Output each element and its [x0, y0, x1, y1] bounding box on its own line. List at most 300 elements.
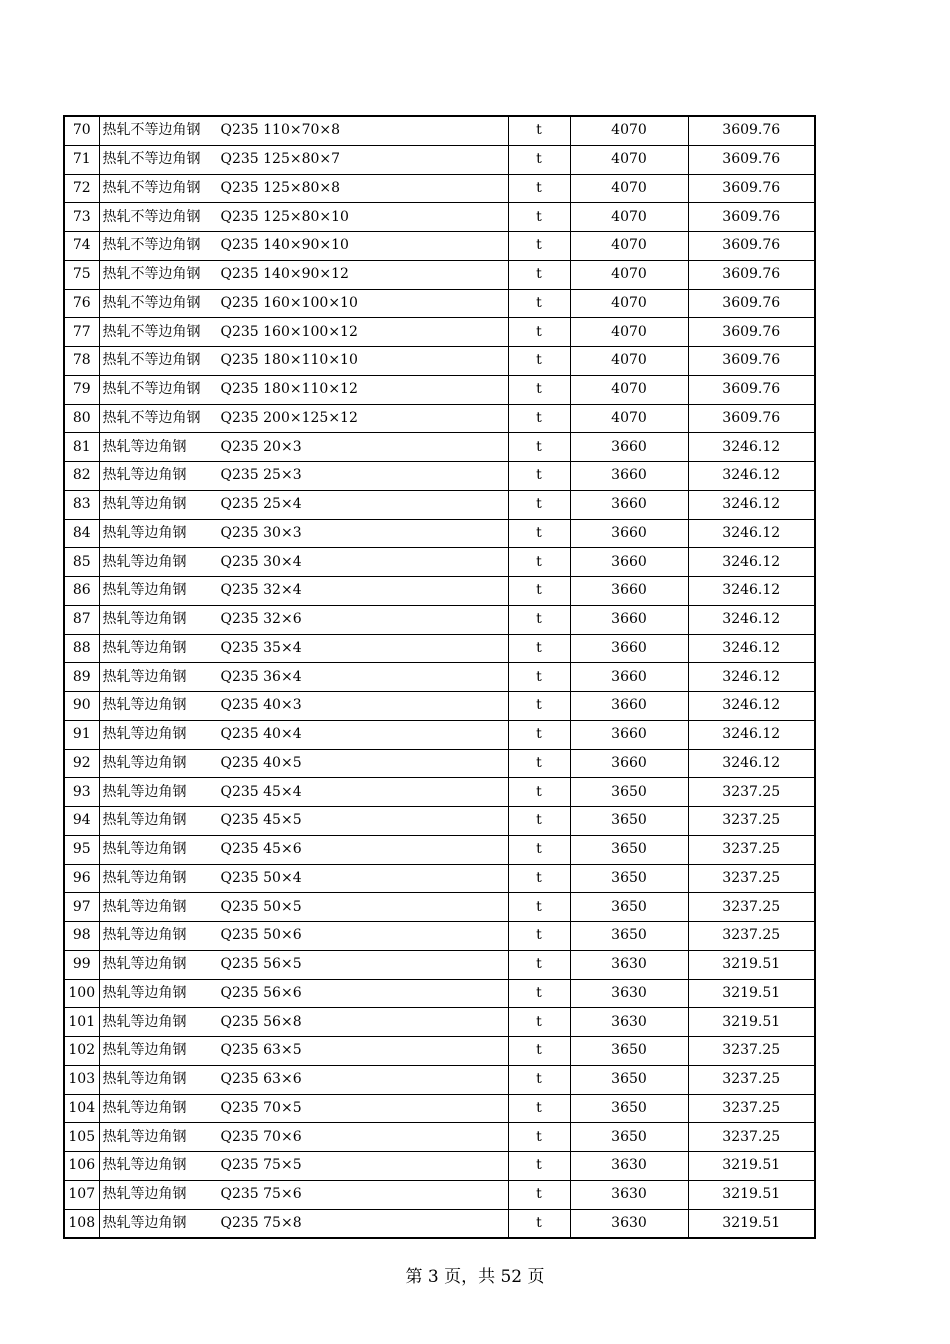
unit-cell: t	[508, 634, 570, 663]
item-name-cell	[99, 605, 508, 634]
row-number-cell: 108	[64, 1209, 99, 1238]
item-spec: Q235 75×6	[220, 1186, 302, 1203]
table-row	[64, 663, 815, 692]
item-name: 热轧等边角钢	[102, 1099, 187, 1116]
item-spec: Q235 20×3	[220, 438, 302, 455]
item-name-cell	[99, 548, 508, 577]
price-cell: 3650	[570, 1037, 688, 1066]
table-row	[64, 375, 815, 404]
price-cell: 3630	[570, 1152, 688, 1181]
unit-cell: t	[508, 864, 570, 893]
unit-cell: t	[508, 922, 570, 951]
price-cell: 3660	[570, 577, 688, 606]
unit-cell: t	[508, 835, 570, 864]
unit-cell: t	[508, 749, 570, 778]
price-cell: 3650	[570, 1123, 688, 1152]
price-excl-tax-cell: 3609.76	[688, 347, 815, 376]
price-excl-tax-cell: 3237.25	[688, 1037, 815, 1066]
item-name: 热轧等边角钢	[102, 611, 187, 628]
item-spec: Q235 25×3	[220, 467, 302, 484]
price-cell: 4070	[570, 116, 688, 145]
table-row	[64, 577, 815, 606]
item-name-cell	[99, 174, 508, 203]
item-name: 热轧等边角钢	[102, 496, 187, 513]
unit-cell: t	[508, 116, 570, 145]
table-row	[64, 864, 815, 893]
item-spec: Q235 63×6	[220, 1071, 302, 1088]
item-name: 热轧不等边角钢	[102, 151, 201, 168]
price-excl-tax-cell: 3246.12	[688, 692, 815, 721]
table-row	[64, 519, 815, 548]
row-number-cell: 77	[64, 318, 99, 347]
row-number-cell: 71	[64, 145, 99, 174]
table-row	[64, 462, 815, 491]
row-number-cell: 98	[64, 922, 99, 951]
unit-cell: t	[508, 318, 570, 347]
price-excl-tax-cell: 3237.25	[688, 893, 815, 922]
table-row	[64, 203, 815, 232]
table-row	[64, 749, 815, 778]
item-name: 热轧不等边角钢	[102, 266, 201, 283]
price-excl-tax-cell: 3609.76	[688, 174, 815, 203]
table-row	[64, 1152, 815, 1181]
price-excl-tax-cell: 3609.76	[688, 116, 815, 145]
table-row	[64, 1094, 815, 1123]
table-row	[64, 835, 815, 864]
table-row	[64, 893, 815, 922]
unit-cell: t	[508, 1094, 570, 1123]
row-number-cell: 70	[64, 116, 99, 145]
item-name-cell	[99, 1008, 508, 1037]
price-excl-tax-cell: 3219.51	[688, 1209, 815, 1238]
item-spec: Q235 75×5	[220, 1157, 302, 1174]
item-spec: Q235 40×5	[220, 754, 302, 771]
item-spec: Q235 140×90×10	[220, 237, 349, 254]
table-row	[64, 922, 815, 951]
price-excl-tax-cell: 3219.51	[688, 1180, 815, 1209]
price-cell: 3630	[570, 1008, 688, 1037]
unit-cell: t	[508, 203, 570, 232]
item-name: 热轧等边角钢	[102, 668, 187, 685]
price-excl-tax-cell: 3609.76	[688, 145, 815, 174]
item-spec: Q235 40×4	[220, 726, 302, 743]
price-excl-tax-cell: 3609.76	[688, 318, 815, 347]
price-cell: 3630	[570, 1209, 688, 1238]
price-excl-tax-cell: 3246.12	[688, 490, 815, 519]
table-row	[64, 634, 815, 663]
row-number-cell: 87	[64, 605, 99, 634]
item-name-cell	[99, 203, 508, 232]
price-cell: 3660	[570, 749, 688, 778]
item-name: 热轧等边角钢	[102, 1071, 187, 1088]
item-name: 热轧不等边角钢	[102, 208, 201, 225]
price-cell: 3660	[570, 490, 688, 519]
item-name: 热轧等边角钢	[102, 841, 187, 858]
unit-cell: t	[508, 720, 570, 749]
item-spec: Q235 110×70×8	[220, 122, 341, 139]
item-name-cell	[99, 347, 508, 376]
item-spec: Q235 45×4	[220, 783, 302, 800]
table-row	[64, 1037, 815, 1066]
row-number-cell: 99	[64, 950, 99, 979]
price-cell: 3660	[570, 433, 688, 462]
item-name-cell	[99, 950, 508, 979]
price-excl-tax-cell: 3237.25	[688, 864, 815, 893]
row-number-cell: 76	[64, 289, 99, 318]
price-cell: 3660	[570, 663, 688, 692]
unit-cell: t	[508, 260, 570, 289]
row-number-cell: 104	[64, 1094, 99, 1123]
table-row	[64, 1209, 815, 1238]
item-spec: Q235 45×5	[220, 812, 302, 829]
price-excl-tax-cell: 3246.12	[688, 462, 815, 491]
row-number-cell: 78	[64, 347, 99, 376]
price-excl-tax-cell: 3246.12	[688, 663, 815, 692]
item-spec: Q235 45×6	[220, 841, 302, 858]
row-number-cell: 89	[64, 663, 99, 692]
item-name-cell	[99, 577, 508, 606]
price-cell: 3650	[570, 922, 688, 951]
price-cell: 4070	[570, 347, 688, 376]
price-cell: 4070	[570, 404, 688, 433]
price-cell: 3650	[570, 778, 688, 807]
item-name: 热轧不等边角钢	[102, 237, 201, 254]
item-spec: Q235 63×5	[220, 1042, 302, 1059]
item-name: 热轧等边角钢	[102, 1128, 187, 1145]
price-excl-tax-cell: 3237.25	[688, 1094, 815, 1123]
price-cell: 3650	[570, 864, 688, 893]
unit-cell: t	[508, 519, 570, 548]
table-row	[64, 1008, 815, 1037]
price-excl-tax-cell: 3246.12	[688, 634, 815, 663]
price-cell: 4070	[570, 260, 688, 289]
item-spec: Q235 50×6	[220, 927, 302, 944]
table-row	[64, 692, 815, 721]
price-excl-tax-cell: 3219.51	[688, 1152, 815, 1181]
item-spec: Q235 140×90×12	[220, 266, 349, 283]
item-spec: Q235 36×4	[220, 668, 302, 685]
price-cell: 4070	[570, 375, 688, 404]
item-name-cell	[99, 404, 508, 433]
item-name-cell	[99, 318, 508, 347]
item-name: 热轧等边角钢	[102, 984, 187, 1001]
unit-cell: t	[508, 433, 570, 462]
row-number-cell: 97	[64, 893, 99, 922]
item-name-cell	[99, 289, 508, 318]
item-spec: Q235 50×4	[220, 869, 302, 886]
item-spec: Q235 56×5	[220, 956, 302, 973]
item-name: 热轧等边角钢	[102, 812, 187, 829]
item-name: 热轧等边角钢	[102, 898, 187, 915]
table-row	[64, 548, 815, 577]
item-name: 热轧不等边角钢	[102, 352, 201, 369]
row-number-cell: 107	[64, 1180, 99, 1209]
item-spec: Q235 56×6	[220, 984, 302, 1001]
price-cell: 3650	[570, 1065, 688, 1094]
price-cell: 4070	[570, 203, 688, 232]
item-name: 热轧等边角钢	[102, 1013, 187, 1030]
item-name-cell	[99, 634, 508, 663]
price-cell: 3660	[570, 692, 688, 721]
item-name-cell	[99, 807, 508, 836]
row-number-cell: 92	[64, 749, 99, 778]
price-cell: 3630	[570, 979, 688, 1008]
row-number-cell: 83	[64, 490, 99, 519]
item-name: 热轧等边角钢	[102, 869, 187, 886]
item-spec: Q235 70×6	[220, 1128, 302, 1145]
unit-cell: t	[508, 548, 570, 577]
item-name: 热轧等边角钢	[102, 1042, 187, 1059]
item-name: 热轧不等边角钢	[102, 122, 201, 139]
item-name-cell	[99, 260, 508, 289]
price-cell: 4070	[570, 232, 688, 261]
item-name-cell	[99, 1180, 508, 1209]
unit-cell: t	[508, 1123, 570, 1152]
price-cell: 3650	[570, 835, 688, 864]
unit-cell: t	[508, 893, 570, 922]
row-number-cell: 93	[64, 778, 99, 807]
table-row	[64, 807, 815, 836]
item-spec: Q235 125×80×7	[220, 151, 341, 168]
row-number-cell: 81	[64, 433, 99, 462]
item-spec: Q235 75×8	[220, 1214, 302, 1231]
unit-cell: t	[508, 490, 570, 519]
item-name-cell	[99, 749, 508, 778]
unit-cell: t	[508, 347, 570, 376]
item-spec: Q235 180×110×12	[220, 381, 358, 398]
item-spec: Q235 200×125×12	[220, 409, 358, 426]
price-excl-tax-cell: 3609.76	[688, 260, 815, 289]
item-name-cell	[99, 462, 508, 491]
item-name: 热轧等边角钢	[102, 467, 187, 484]
item-spec: Q235 35×4	[220, 639, 302, 656]
row-number-cell: 96	[64, 864, 99, 893]
price-cell: 3650	[570, 893, 688, 922]
table-row	[64, 174, 815, 203]
item-spec: Q235 40×3	[220, 697, 302, 714]
price-excl-tax-cell: 3609.76	[688, 232, 815, 261]
price-excl-tax-cell: 3237.25	[688, 1123, 815, 1152]
row-number-cell: 90	[64, 692, 99, 721]
item-spec: Q235 70×5	[220, 1099, 302, 1116]
row-number-cell: 84	[64, 519, 99, 548]
price-cell: 4070	[570, 289, 688, 318]
price-cell: 3660	[570, 634, 688, 663]
item-name-cell	[99, 1152, 508, 1181]
price-excl-tax-cell: 3219.51	[688, 979, 815, 1008]
item-name: 热轧等边角钢	[102, 697, 187, 714]
price-excl-tax-cell: 3237.25	[688, 835, 815, 864]
table-row	[64, 1123, 815, 1152]
item-name-cell	[99, 232, 508, 261]
item-name-cell	[99, 979, 508, 1008]
price-cell: 3660	[570, 462, 688, 491]
item-name-cell	[99, 519, 508, 548]
item-name: 热轧等边角钢	[102, 553, 187, 570]
row-number-cell: 79	[64, 375, 99, 404]
unit-cell: t	[508, 404, 570, 433]
row-number-cell: 103	[64, 1065, 99, 1094]
item-spec: Q235 32×6	[220, 611, 302, 628]
item-name-cell	[99, 490, 508, 519]
unit-cell: t	[508, 663, 570, 692]
row-number-cell: 82	[64, 462, 99, 491]
price-excl-tax-cell: 3609.76	[688, 375, 815, 404]
row-number-cell: 106	[64, 1152, 99, 1181]
price-cell: 3630	[570, 1180, 688, 1209]
price-excl-tax-cell: 3246.12	[688, 577, 815, 606]
table-row	[64, 404, 815, 433]
unit-cell: t	[508, 979, 570, 1008]
price-cell: 3650	[570, 807, 688, 836]
price-cell: 3660	[570, 548, 688, 577]
price-excl-tax-cell: 3237.25	[688, 807, 815, 836]
item-name: 热轧不等边角钢	[102, 294, 201, 311]
table-row	[64, 720, 815, 749]
price-table	[63, 115, 816, 1239]
row-number-cell: 91	[64, 720, 99, 749]
item-name: 热轧等边角钢	[102, 956, 187, 973]
unit-cell: t	[508, 375, 570, 404]
table-row	[64, 490, 815, 519]
row-number-cell: 75	[64, 260, 99, 289]
item-name-cell	[99, 433, 508, 462]
price-cell: 3660	[570, 605, 688, 634]
price-excl-tax-cell: 3246.12	[688, 605, 815, 634]
row-number-cell: 86	[64, 577, 99, 606]
row-number-cell: 88	[64, 634, 99, 663]
price-excl-tax-cell: 3237.25	[688, 778, 815, 807]
unit-cell: t	[508, 1152, 570, 1181]
price-excl-tax-cell: 3609.76	[688, 289, 815, 318]
item-name: 热轧不等边角钢	[102, 179, 201, 196]
item-spec: Q235 32×4	[220, 582, 302, 599]
price-cell: 4070	[570, 174, 688, 203]
row-number-cell: 94	[64, 807, 99, 836]
table-row	[64, 347, 815, 376]
unit-cell: t	[508, 232, 570, 261]
unit-cell: t	[508, 950, 570, 979]
price-cell: 3660	[570, 519, 688, 548]
price-excl-tax-cell: 3246.12	[688, 433, 815, 462]
item-spec: Q235 125×80×10	[220, 208, 349, 225]
item-spec: Q235 125×80×8	[220, 179, 341, 196]
item-name-cell	[99, 663, 508, 692]
table-row	[64, 232, 815, 261]
unit-cell: t	[508, 1065, 570, 1094]
item-name: 热轧等边角钢	[102, 639, 187, 656]
item-name: 热轧等边角钢	[102, 438, 187, 455]
price-cell: 4070	[570, 145, 688, 174]
item-spec: Q235 30×4	[220, 553, 302, 570]
item-spec: Q235 30×3	[220, 524, 302, 541]
item-name: 热轧不等边角钢	[102, 381, 201, 398]
table-row	[64, 979, 815, 1008]
row-number-cell: 85	[64, 548, 99, 577]
item-name: 热轧等边角钢	[102, 524, 187, 541]
table-row	[64, 605, 815, 634]
price-excl-tax-cell: 3246.12	[688, 749, 815, 778]
unit-cell: t	[508, 174, 570, 203]
price-excl-tax-cell: 3219.51	[688, 950, 815, 979]
item-name: 热轧不等边角钢	[102, 323, 201, 340]
unit-cell: t	[508, 605, 570, 634]
item-name-cell	[99, 893, 508, 922]
unit-cell: t	[508, 1209, 570, 1238]
table-row	[64, 289, 815, 318]
item-name-cell	[99, 835, 508, 864]
price-excl-tax-cell: 3246.12	[688, 720, 815, 749]
row-number-cell: 102	[64, 1037, 99, 1066]
item-spec: Q235 160×100×12	[220, 323, 358, 340]
table-row	[64, 433, 815, 462]
item-name: 热轧不等边角钢	[102, 409, 201, 426]
price-cell: 3650	[570, 1094, 688, 1123]
price-excl-tax-cell: 3609.76	[688, 203, 815, 232]
price-excl-tax-cell: 3219.51	[688, 1008, 815, 1037]
unit-cell: t	[508, 692, 570, 721]
price-excl-tax-cell: 3246.12	[688, 519, 815, 548]
table-row	[64, 260, 815, 289]
item-name-cell	[99, 720, 508, 749]
table-row	[64, 318, 815, 347]
unit-cell: t	[508, 462, 570, 491]
row-number-cell: 80	[64, 404, 99, 433]
item-spec: Q235 180×110×10	[220, 352, 358, 369]
table-row	[64, 1065, 815, 1094]
item-name-cell	[99, 922, 508, 951]
item-name-cell	[99, 1037, 508, 1066]
item-name: 热轧等边角钢	[102, 582, 187, 599]
unit-cell: t	[508, 1180, 570, 1209]
item-name-cell	[99, 1094, 508, 1123]
page-footer: 第 3 页，共 52 页	[405, 1267, 545, 1287]
item-spec: Q235 25×4	[220, 496, 302, 513]
unit-cell: t	[508, 1037, 570, 1066]
item-name: 热轧等边角钢	[102, 927, 187, 944]
row-number-cell: 72	[64, 174, 99, 203]
unit-cell: t	[508, 145, 570, 174]
item-name: 热轧等边角钢	[102, 783, 187, 800]
item-name-cell	[99, 145, 508, 174]
item-name-cell	[99, 1209, 508, 1238]
table-row	[64, 950, 815, 979]
item-spec: Q235 56×8	[220, 1013, 302, 1030]
item-name: 热轧等边角钢	[102, 1214, 187, 1231]
item-name-cell	[99, 778, 508, 807]
item-name: 热轧等边角钢	[102, 726, 187, 743]
price-cell: 4070	[570, 318, 688, 347]
price-excl-tax-cell: 3237.25	[688, 922, 815, 951]
item-name: 热轧等边角钢	[102, 754, 187, 771]
row-number-cell: 73	[64, 203, 99, 232]
price-cell: 3660	[570, 720, 688, 749]
price-excl-tax-cell: 3237.25	[688, 1065, 815, 1094]
unit-cell: t	[508, 1008, 570, 1037]
item-name-cell	[99, 375, 508, 404]
row-number-cell: 101	[64, 1008, 99, 1037]
unit-cell: t	[508, 289, 570, 318]
price-table-body	[64, 116, 815, 1238]
unit-cell: t	[508, 778, 570, 807]
item-name-cell	[99, 116, 508, 145]
item-name-cell	[99, 1065, 508, 1094]
row-number-cell: 95	[64, 835, 99, 864]
item-name-cell	[99, 692, 508, 721]
item-spec: Q235 50×5	[220, 898, 302, 915]
row-number-cell: 105	[64, 1123, 99, 1152]
price-cell: 3630	[570, 950, 688, 979]
